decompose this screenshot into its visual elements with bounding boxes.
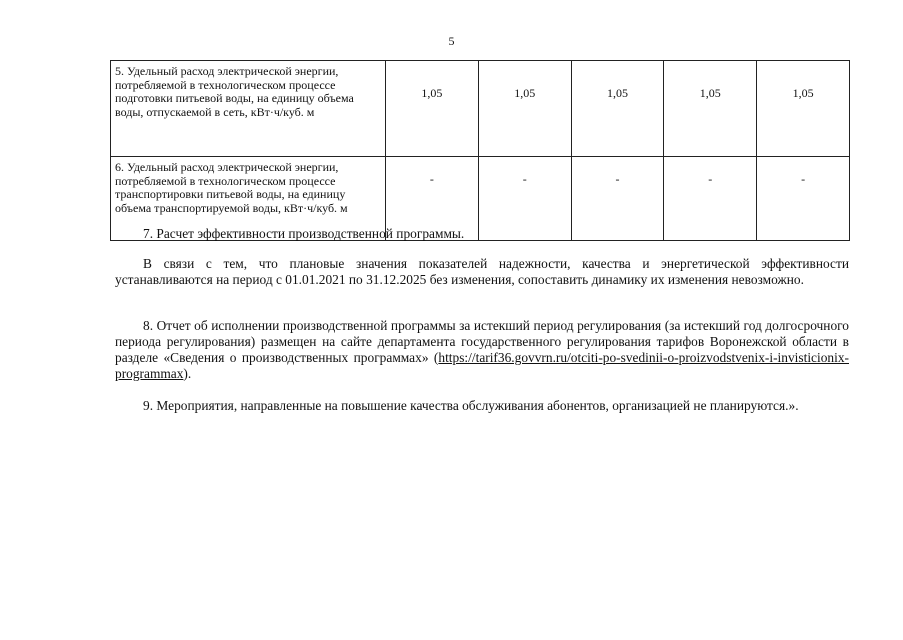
section-7 xyxy=(115,226,849,242)
section-8-text: 8. Отчет об исполнении производственной программы за истекший период регулирования (за истекший год долгосрочного периода регулирования) размещен на сайте департамента государственного регулирования тарифов Воронежской области в разделе «Сведения о производственных программах» xyxy=(115,318,849,365)
section-8-close: ). xyxy=(183,366,192,381)
section-8-paragraph xyxy=(115,318,849,382)
section-9 xyxy=(115,398,849,414)
section-9-paragraph: 9. Мероприятия, направленные на повышение качества обслуживания абонентов, организацией не планируются.». xyxy=(143,398,799,413)
row-label: 6. Удельный расход электрической энергии, потребляемой в технологическом процессе транспортировки питьевой воды, на единицу объема транспортируемой воды, кВт·ч/куб. м xyxy=(111,157,386,241)
table-cell: - xyxy=(664,157,757,241)
section-8-open-paren: ( xyxy=(433,350,439,365)
section-7-body: В связи с тем, что плановые значения показателей надежности, качества и энергетической эффективности устанавливаются на период с 01.01.2021 по 31.12.2025 без изменения, сопоставить динамику их изменения невозможно. xyxy=(115,256,849,287)
table-cell: 1,05 xyxy=(757,61,850,157)
indicators-table xyxy=(110,60,850,241)
page-number: 5 xyxy=(448,34,455,48)
programs-info-link[interactable]: https://tarif36.govvrn.ru/otciti-po-svedinii-o-proizvodstvenix-i-invisticionix-programmax xyxy=(115,350,849,381)
table-row xyxy=(111,61,850,157)
table-cell: 1,05 xyxy=(386,61,479,157)
row-label: 5. Удельный расход электрической энергии, потребляемой в технологическом процессе подготовки питьевой воды, на единицу объема воды, отпускаемой в сеть, кВт·ч/куб. м xyxy=(111,61,386,157)
table-cell: - xyxy=(478,157,571,241)
section-8 xyxy=(115,318,849,382)
table-cell: 1,05 xyxy=(571,61,664,157)
section-7-heading: 7. Расчет эффективности производственной программы. xyxy=(143,226,465,241)
table-cell: - xyxy=(757,157,850,241)
section-7-body-block xyxy=(115,256,849,288)
table-cell: 1,05 xyxy=(664,61,757,157)
table-cell: 1,05 xyxy=(478,61,571,157)
table-cell: - xyxy=(386,157,479,241)
table-cell: - xyxy=(571,157,664,241)
